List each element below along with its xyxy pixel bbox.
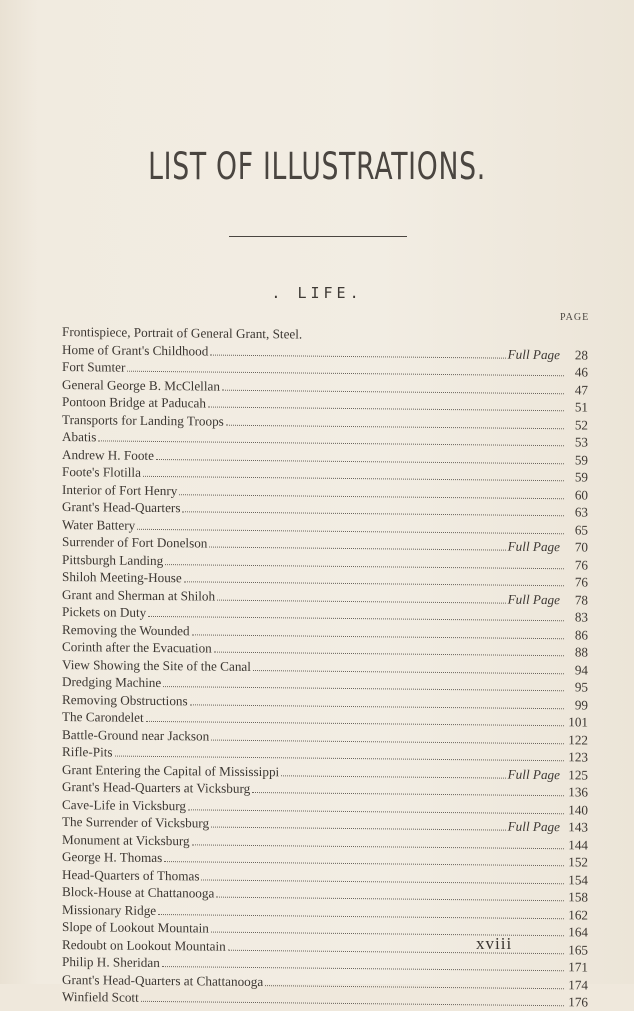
entry-label: Dredging Machine	[62, 673, 161, 692]
entry-page-number: 94	[566, 661, 588, 679]
dot-leader	[164, 853, 564, 866]
dot-leader	[192, 626, 564, 639]
entry-page-number: 63	[566, 503, 588, 521]
entry-page-number: 86	[566, 626, 588, 644]
entry-page-number: 28	[566, 346, 588, 364]
dot-leader	[217, 591, 506, 603]
entry-label: Grant's Head-Quarters at Vicksburg	[62, 778, 250, 797]
entry-page-number: 123	[566, 748, 588, 766]
dot-leader	[211, 731, 564, 744]
entry-label: Abatis	[62, 428, 96, 446]
entry-page-number: 162	[566, 906, 588, 924]
entry-note: Full Page	[508, 765, 560, 783]
entry-page-number: 59	[566, 468, 588, 486]
dot-leader	[208, 399, 564, 412]
dot-leader	[190, 696, 564, 709]
section-heading: . LIFE.	[0, 284, 634, 302]
dot-leader	[192, 836, 564, 849]
dot-leader	[265, 977, 564, 989]
entry-label: Slope of Lookout Mountain	[62, 918, 209, 937]
entry-page-number: 176	[566, 993, 588, 1011]
entry-label: Cave-Life in Vicksburg	[62, 796, 186, 815]
entry-page-number: 46	[566, 363, 588, 381]
dot-leader	[211, 819, 506, 831]
entry-page-number: 152	[566, 853, 588, 871]
dot-leader	[214, 644, 564, 657]
entry-label: Shiloh Meeting-House	[62, 568, 182, 587]
entry-label: Grant Entering the Capital of Mississippi	[62, 761, 279, 781]
dot-leader	[148, 608, 564, 621]
entry-label: Winfield Scott	[62, 988, 139, 1006]
entry-page-number: 99	[566, 696, 588, 714]
entry-page-number: 171	[566, 958, 588, 976]
dot-leader	[304, 331, 564, 342]
entry-page-number: 51	[566, 398, 588, 416]
entry-label: Transports for Landing Troops	[62, 411, 224, 430]
entry-label: Corinth after the Evacuation	[62, 638, 212, 657]
entry-note: Full Page	[508, 818, 560, 836]
entry-page-number: 83	[566, 608, 588, 626]
illustration-list	[62, 323, 588, 1011]
entry-label: George H. Thomas	[62, 848, 162, 867]
entry-label: Grant and Sherman at Shiloh	[62, 586, 215, 605]
entry-page-number: 53	[566, 433, 588, 451]
entry-page-number: 122	[566, 731, 588, 749]
page-column-label: PAGE	[560, 312, 589, 323]
dot-leader	[209, 539, 505, 551]
entry-page-number: 88	[566, 643, 588, 661]
dot-leader	[127, 363, 564, 377]
dot-leader	[252, 784, 564, 796]
entry-page-number: 101	[566, 713, 588, 731]
entry-page-number: 52	[566, 416, 588, 434]
dot-leader	[182, 503, 564, 516]
entry-page-number: 76	[566, 556, 588, 574]
entry-page-number: 144	[566, 836, 588, 854]
entry-label: Missionary Ridge	[62, 901, 156, 919]
entry-label: Home of Grant's Childhood	[62, 341, 208, 360]
entry-page-number: 165	[566, 941, 588, 959]
dot-leader	[179, 486, 564, 499]
entry-note: Full Page	[508, 538, 560, 556]
entry-page-number: 59	[566, 451, 588, 469]
entry-page-number: 174	[566, 976, 588, 994]
entry-label: Philip H. Sheridan	[62, 953, 160, 972]
entry-page-number: 47	[566, 381, 588, 399]
entry-page-number: 143	[566, 818, 588, 836]
entry-page-number: 76	[566, 573, 588, 591]
page-title: LIST OF ILLUSTRATIONS.	[89, 145, 545, 188]
entry-page-number: 78	[566, 591, 588, 609]
dot-leader	[141, 993, 564, 1006]
page-folio: xviii	[476, 934, 512, 954]
entry-label: Pittsburgh Landing	[62, 551, 163, 570]
entry-page-number: 136	[566, 783, 588, 801]
dot-leader	[222, 381, 564, 394]
entry-label: Foote's Flotilla	[62, 463, 141, 481]
entry-label: Frontispiece, Portrait of General Grant, Steel.	[62, 323, 302, 343]
dot-leader	[156, 450, 564, 463]
dot-leader	[201, 871, 564, 884]
entry-label: Interior of Fort Henry	[62, 481, 177, 500]
dot-leader	[216, 889, 564, 902]
entry-label: Fort Sumter	[62, 358, 125, 376]
dot-leader	[143, 468, 564, 481]
entry-page-number: 125	[566, 766, 588, 784]
entry-label: Pickets on Duty	[62, 603, 146, 621]
dot-leader	[146, 713, 564, 726]
entry-page-number: 158	[566, 888, 588, 906]
entry-page-number: 154	[566, 871, 588, 889]
entry-label: General George B. McClellan	[62, 376, 220, 395]
entry-page-number: 95	[566, 678, 588, 696]
entry-note: Full Page	[508, 590, 560, 608]
entry-page-number: 65	[566, 521, 588, 539]
dot-leader	[188, 801, 564, 814]
dot-leader	[253, 661, 564, 673]
dot-leader	[98, 432, 564, 446]
entry-label: Battle-Ground near Jackson	[62, 726, 209, 745]
entry-page-number: 140	[566, 801, 588, 819]
dot-leader	[163, 678, 564, 691]
entry-label: Surrender of Fort Donelson	[62, 533, 207, 552]
entry-label: The Surrender of Vicksburg	[62, 813, 209, 832]
entry-label: Grant's Head-Quarters	[62, 498, 180, 517]
entry-note: Full Page	[508, 345, 560, 363]
dot-leader	[115, 748, 564, 762]
entry-label: Pontoon Bridge at Paducah	[62, 393, 206, 412]
entry-label: The Carondelet	[62, 708, 144, 726]
dot-leader	[184, 573, 564, 586]
dot-leader	[228, 941, 564, 954]
entry-label: Block-House at Chattanooga	[62, 883, 214, 902]
entry-label: Head-Quarters of Thomas	[62, 866, 199, 885]
entry-label: Andrew H. Foote	[62, 446, 154, 464]
entry-page-number: 60	[566, 486, 588, 504]
entry-label: Rifle-Pits	[62, 743, 113, 761]
dot-leader	[165, 556, 564, 569]
title-rule	[229, 236, 407, 237]
entry-label: Removing the Wounded	[62, 621, 190, 640]
dot-leader	[281, 767, 505, 778]
dot-leader	[210, 346, 505, 358]
dot-leader	[158, 906, 564, 919]
dot-leader	[226, 416, 564, 429]
entry-label: View Showing the Site of the Canal	[62, 656, 251, 675]
entry-label: Redoubt on Lookout Mountain	[62, 936, 226, 955]
entry-label: Removing Obstructions	[62, 691, 188, 710]
entry-label: Water Battery	[62, 516, 135, 534]
entry-label: Monument at Vicksburg	[62, 831, 190, 850]
entry-page-number: 70	[566, 538, 588, 556]
entry-page-number: 164	[566, 923, 588, 941]
entry-label: Grant's Head-Quarters at Chattanooga	[62, 971, 263, 991]
dot-leader	[162, 958, 564, 971]
dot-leader	[137, 520, 564, 533]
